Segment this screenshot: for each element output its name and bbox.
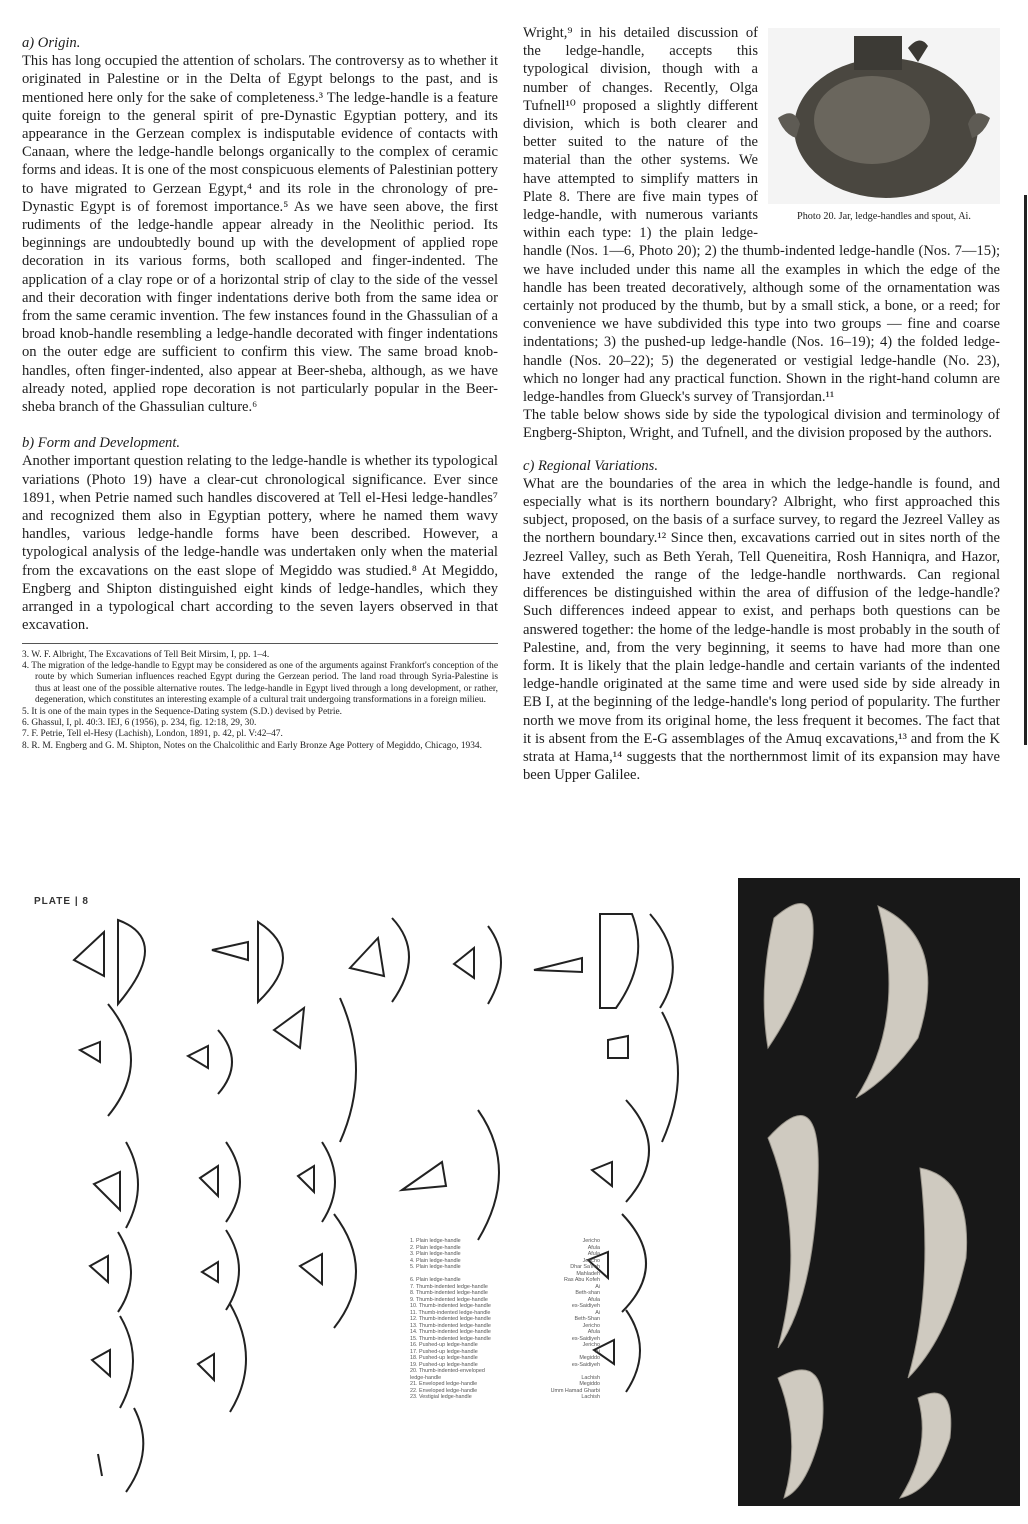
legend-site: Megiddo (579, 1355, 600, 1361)
legend-type: 15. Thumb-indented ledge-handle (410, 1335, 491, 1342)
section-heading-regional: c) Regional Variations. (523, 457, 658, 474)
right-column (523, 24, 1000, 784)
legend-site: es-Saidiyeh (571, 1303, 600, 1309)
drawing-1 (74, 920, 145, 1004)
drawing-21 (198, 1304, 246, 1412)
drawing-3 (350, 918, 409, 1002)
paragraph-table: The table below shows side by side the typological division and terminology of Engberg-Shipton, Wright, and Tufnell, and the division proposed by the authors. (523, 407, 1000, 442)
legend-site: Afula (587, 1296, 600, 1303)
ledge-handle-photo (778, 1370, 823, 1498)
legend-type: ledge-handle (410, 1374, 442, 1381)
legend-site: es-Saidiyeh (571, 1335, 600, 1342)
legend-site: Afula (587, 1244, 600, 1251)
legend-type: 7. Thumb-indented ledge-handle (410, 1283, 488, 1290)
legend-type: 10. Thumb-indented ledge-handle (410, 1303, 491, 1309)
drawing-18 (300, 1214, 356, 1328)
drawing-14 (402, 1110, 499, 1240)
legend-type: 2. Plain ledge-handle (410, 1244, 461, 1251)
legend-type: 3. Plain ledge-handle (410, 1251, 461, 1257)
drawing-13 (298, 1142, 335, 1222)
ledge-handle-photo (908, 1168, 967, 1378)
legend-type: 4. Plain ledge-handle (410, 1257, 461, 1264)
drawing-2 (212, 922, 283, 1002)
plate-label: PLATE | 8 (34, 896, 89, 907)
footnote: 6. Ghassul, I, pl. 40:3. IEJ, 6 (1956), p. 234, fig. 12:18, 29, 30. (22, 717, 257, 728)
legend-site: Jericho (582, 1322, 600, 1329)
footnote: 4. The migration of the ledge-handle to Egypt may be considered as one of the arguments against Frankfort's conception of the route by which Sumerian influences reached Egypt during the Gerzean period. The land road through Syria-Palestine is thus at least one of the possible alternative routes. The ledge-handle in Egypt lived through a long development, or rather, degeneration, which constitutes an interesting example of a cultural trait undergoing transformations in a foreign milieu. (22, 660, 498, 706)
footnote: 7. F. Petrie, Tell el-Hesy (Lachish), London, 1891, p. 42, pl. V:42–47. (22, 729, 283, 740)
ledge-handle-photo (900, 1393, 951, 1498)
legend-type: 11. Thumb-indented ledge-handle (410, 1309, 491, 1316)
paragraph-typology: Wright,⁹ in his detailed discussion of the ledge-handle, accepts this typological division, though with a number of changes. Recently, Olga Tufnell¹⁰ proposed a slightly different division, which is both clearer and better suited to the nature of the material than the other systems. We have attempted to simplify matters in Plate 8. There are five main types of ledge-handle, with numerous variants within each type: 1) the plain ledge-handle (Nos. 1—6, Photo 20); 2) the thumb-indented ledge-handle (Nos. 7—15); we have included under this name all the examples in which the edge of the handle has been treated decoratively, although some of the ornamentation was certainly not produced by the thumb, but by a small stick, a bone, or a reed; for convenience we have subdivided this type into two groups — fine and coarse indentations; 3) the pushed-up ledge-handle (Nos. 16–19); 4) the folded ledge-handle (Nos. 20–22); 5) the degenerated or vestigial ledge-handle (No. 23), which no longer had any practical function. Shown in the right-hand column are ledge-handles from Glueck's survey of Transjordan.¹¹ (523, 25, 1000, 406)
drawing-5 (534, 914, 673, 1008)
drawing-20 (92, 1316, 133, 1408)
legend-row (410, 1394, 600, 1401)
legend-site: Ai (595, 1348, 600, 1355)
drawing-16 (90, 1232, 131, 1312)
legend-site: Jericho (582, 1342, 600, 1348)
section-heading-form: b) Form and Development. (22, 435, 181, 452)
legend-site: Dhar Sa'ireh (570, 1264, 600, 1270)
legend-type: 16. Pushed-up ledge-handle (410, 1342, 478, 1348)
ledge-handle-drawings (22, 880, 722, 1510)
paragraph-regional: What are the boundaries of the area in which the ledge-handle is found, and especially what is its northern boundary? Albright, who first approached this subject, proposed, on the basis of a surface survey, to regard the Jezreel Valley as the northern boundary.¹² Since then, excavations carried out in sites north of the Jezreel Valley, such as Beth Yerah, Tell Queneitira, Rosh Hanniqra, and Hazor, have extended the range of the ledge-handle northwards. Can regional differences be distinguished within the area of diffusion of the ledge-handle? Such differences indeed appear to exist, and perhaps both questions can be answered together: the home of the ledge-handle is most probably in the south of Palestine, and, from the very beginning, it seems to have had more than one form. It is likely that the plain ledge-handle and certain variants of the indented ledge-handle originated at the same time and were used side by side already in EB I, at the beginning of the ledge-handle's long period of popularity. The further north we move from its original home, the less frequent it becomes. The fact that it is absent from the E-G assemblages of the Amuq excavations,¹³ and from the K strata at Hama,¹⁴ suggests that the northernmost limit of its expansion may have been Upper Galilee. (523, 475, 1000, 784)
legend-site: Jericho (582, 1238, 600, 1244)
drawing-17 (202, 1230, 239, 1310)
legend-site: Beth-shan (575, 1290, 600, 1296)
plate-legend (410, 1238, 600, 1401)
legend-type: 14. Thumb-indented ledge-handle (410, 1329, 491, 1335)
footnote: 3. W. F. Albright, The Excavations of Tell Beit Mirsim, I, pp. 1–4. (22, 649, 270, 660)
left-column (22, 34, 498, 752)
legend-type: 9. Thumb-indented ledge-handle (410, 1296, 488, 1303)
ledge-handle-photo (768, 1116, 818, 1349)
page-edge-bar (1024, 195, 1027, 745)
ledge-handle-photo (856, 906, 928, 1098)
legend-site: Beth-Shan (574, 1316, 600, 1322)
legend-type: 13. Thumb-indented ledge-handle (410, 1322, 491, 1329)
legend-type: 8. Thumb-indented ledge-handle (410, 1290, 488, 1296)
drawing-23 (98, 1408, 143, 1492)
drawing-9 (274, 1008, 304, 1048)
legend-site: Ai (595, 1283, 600, 1290)
drawing-12 (200, 1142, 240, 1222)
legend-type: 17. Pushed-up ledge-handle (410, 1348, 478, 1355)
drawing-15 (592, 1100, 649, 1202)
legend-site: Afula (587, 1251, 600, 1257)
footnote: 8. R. M. Engberg and G. M. Shipton, Notes on the Chalcolithic and Early Bronze Age Pottery of Megiddo, Chicago, 1934. (22, 740, 482, 751)
footnotes (22, 643, 498, 753)
photo-caption: Photo 20. Jar, ledge-handles and spout, Ai. (797, 211, 971, 222)
legend-type: 12. Thumb-indented ledge-handle (410, 1316, 491, 1322)
legend-site: Lachish (581, 1374, 600, 1381)
jar-photo (768, 28, 1000, 204)
drawing-22 (594, 1310, 640, 1392)
legend-site: Mahladeh (576, 1270, 600, 1277)
drawing-4 (454, 926, 501, 1004)
plate-8-drawings (22, 880, 722, 1510)
footnote: 5. It is one of the main types in the Sequence-Dating system (S.D.) devised by Petrie. (22, 706, 342, 717)
legend-type: 18. Pushed-up ledge-handle (410, 1355, 478, 1361)
legend-type: 6. Plain ledge-handle (410, 1277, 461, 1283)
legend-site: Ras Abu Kofeh (564, 1277, 600, 1283)
photo-20-figure (768, 28, 1000, 226)
legend-site: Lachish (581, 1394, 600, 1400)
legend-site: Ai (595, 1309, 600, 1316)
legend-type: 1. Plain ledge-handle (410, 1238, 461, 1244)
legend-type: 23. Vestigial ledge-handle (410, 1394, 472, 1400)
drawing-11 (94, 1142, 138, 1228)
legend-type: 21. Enveloped ledge-handle (410, 1381, 478, 1387)
legend-type: 19. Pushed-up ledge-handle (410, 1361, 478, 1368)
paragraph-form: Another important question relating to the ledge-handle is whether its typological variations (Photo 19) have a clear-cut chronological significance. Ever since 1891, when Petrie named such handles discovered at Tell el-Hesi ledge-handles⁷ and recognized them also in Egyptian pottery, where he named them wavy handles, various ledge-handle forms have been described. However, a typological analysis of the ledge-handle was undertaken only when the material from the excavations on the east slope of Megiddo was studied.⁸ At Megiddo, Engberg and Shipton distinguished eight kinds of ledge-handles, which they arranged in a typological chart according to the seven layers observed in that excavation. (22, 453, 498, 634)
drawing-10 (340, 998, 356, 1142)
drawing-7 (80, 1004, 131, 1116)
legend-site: Afula (587, 1329, 600, 1335)
legend-type: 20. Thumb-indented-enveloped (410, 1368, 485, 1374)
legend-site: Megiddo (579, 1381, 600, 1387)
legend-site: Jericho (582, 1257, 600, 1264)
ledge-handle-photo (764, 903, 813, 1048)
drawing-8 (188, 1030, 232, 1094)
section-heading-origin: a) Origin. (22, 35, 81, 51)
legend-site: Umm Hamad Gharbi (550, 1387, 600, 1394)
photo-19-ledge-handles (738, 878, 1020, 1506)
legend-type: 22. Enveloped ledge-handle (410, 1387, 478, 1394)
legend-type: 5. Plain ledge-handle (410, 1264, 461, 1270)
paragraph-origin: This has long occupied the attention of scholars. The controversy as to whether it originated in Palestine or in the Delta of Egypt belongs to the past, and is mentioned here only for the sake of completeness.³ The ledge-handle is a feature quite foreign to the general spirit of pre-Dynastic Egyptian pottery, and its appearance in the Gerzean complex is indisputable evidence of contacts with Canaan, where the ledge-handle belongs organically to the complex of ceramic forms and ideas. It is one of the most conspicuous elements of Palestinian pottery to have migrated to Gerzean Egypt,⁴ and its role in the chronology of pre-Dynastic Egypt is of foremost importance.⁵ As we have seen above, the first rudiments of the ledge-handle appear already in the Neolithic period. Its beginnings are undoubtedly bound up with the development of applied rope decoration in its various forms, both scalloped and finger-indented. The application of a clay rope or of a horizontal strip of clay to the side of the vessel and their decoration with finger indentations derive both from the same idea or from the same ceramic invention. The few instances found in the Ghassulian of a broad knob-handle resembling a ledge-handle decorated with finger indentations on the outer edge are sufficient to confirm this view. The same broad knob-handles, often finger-indented, also appear at Beer-sheba, although, as we have already noted, applied rope decoration is not particularly popular in the Beer-sheba branch of the Ghassulian culture.⁶ (22, 53, 498, 416)
legend-site: es-Saidiyeh (571, 1361, 600, 1368)
